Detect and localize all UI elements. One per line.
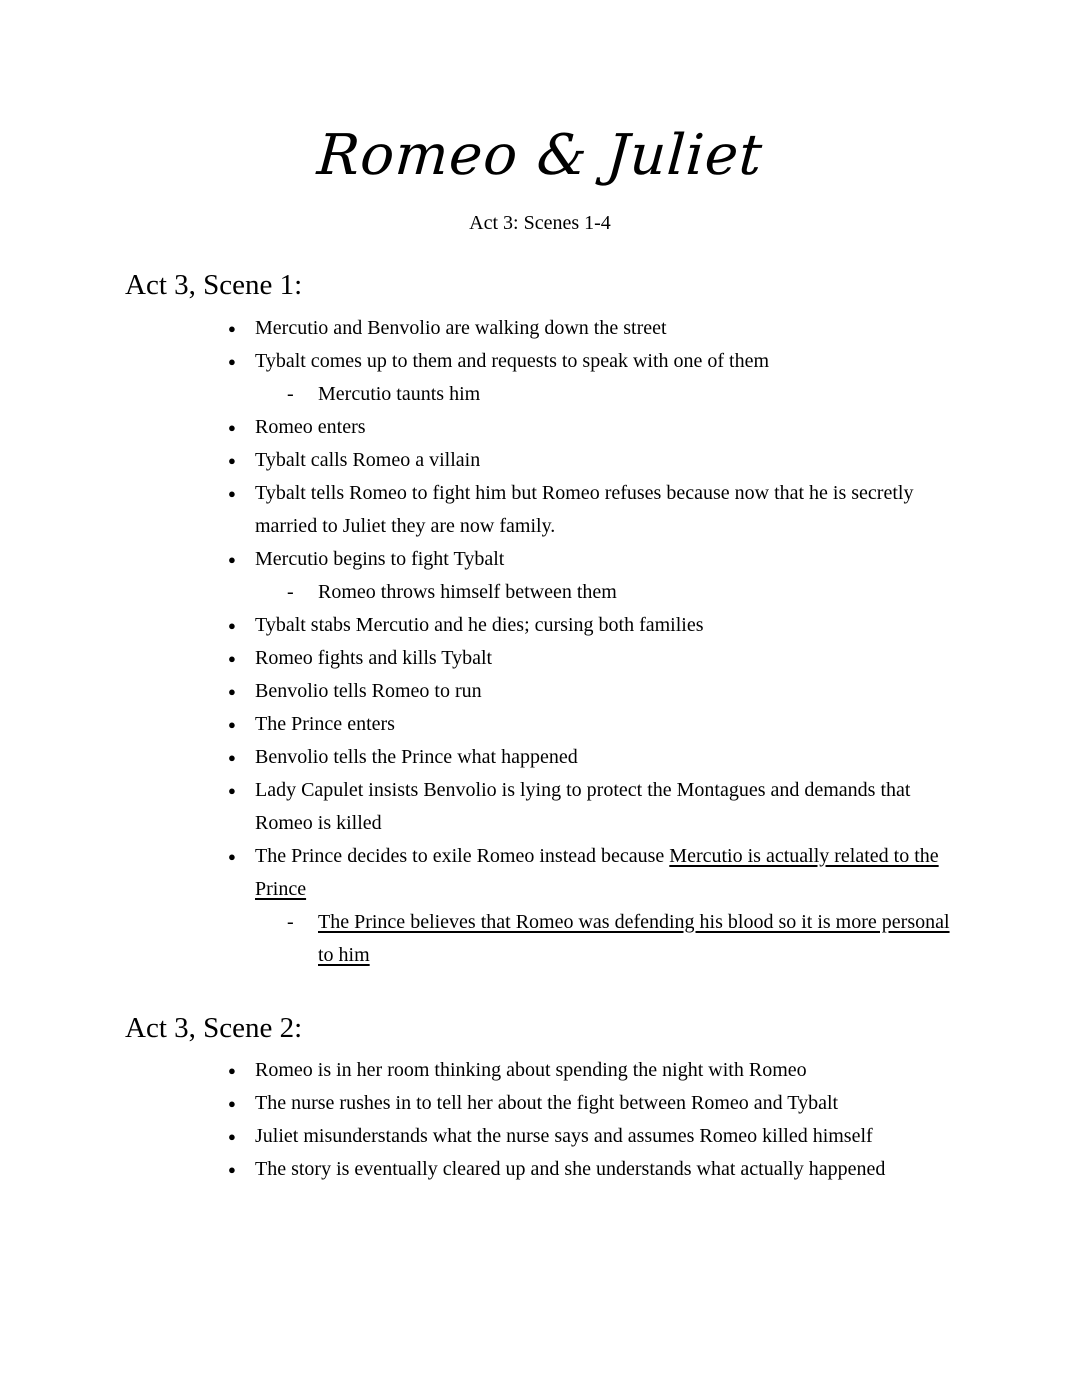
plain-text: Romeo enters [255, 415, 366, 438]
list-item [228, 543, 955, 576]
section-heading: Act 3, Scene 2: [125, 1011, 303, 1044]
plain-text: Romeo is in her room thinking about spending the night with Romeo [255, 1058, 807, 1081]
plain-text: Benvolio tells the Prince what happened [255, 745, 578, 768]
item-text [255, 482, 913, 537]
dash-marker: - [287, 580, 294, 603]
item-text [255, 647, 492, 669]
bullet-marker: ● [228, 749, 236, 765]
document-title: Romeo & Juliet [315, 123, 765, 188]
item-text [255, 746, 578, 768]
list-item [228, 840, 955, 906]
bullet-marker: ● [228, 716, 236, 732]
list-item [228, 741, 955, 774]
item-text [255, 1092, 838, 1114]
list-item [228, 1153, 955, 1186]
list-item [228, 675, 955, 708]
list-item [228, 444, 955, 477]
bullet-marker: ● [228, 683, 236, 699]
plain-text: The Prince decides to exile Romeo instead because [255, 844, 670, 867]
bullet-marker: ● [228, 782, 236, 798]
list-item [228, 345, 955, 378]
list-item [228, 1120, 955, 1153]
bullet-marker: ● [228, 1128, 236, 1144]
bullet-marker: ● [228, 617, 236, 633]
plain-text: Benvolio tells Romeo to run [255, 679, 482, 702]
bullet-list [125, 1054, 955, 1186]
list-item [228, 708, 955, 741]
item-text [255, 317, 667, 339]
bullet-marker: ● [228, 1062, 236, 1078]
plain-text: Lady Capulet insists Benvolio is lying to protect the Montagues and demands that Romeo is killed [255, 778, 911, 834]
list-item [228, 477, 955, 543]
bullet-marker: ● [228, 650, 236, 666]
list-item [228, 774, 955, 840]
list-item [228, 642, 955, 675]
plain-text: Romeo fights and kills Tybalt [255, 646, 493, 669]
bullet-marker: ● [228, 1161, 236, 1177]
plain-text: Tybalt calls Romeo a villain [255, 448, 481, 471]
notes-section [125, 1012, 955, 1186]
item-text [255, 713, 395, 735]
plain-text: The nurse rushes in to tell her about the fight between Romeo and Tybalt [255, 1091, 839, 1114]
item-text [255, 350, 769, 372]
list-item [228, 609, 955, 642]
item-text [318, 911, 950, 966]
bullet-marker: ● [228, 452, 236, 468]
list-item [287, 906, 955, 972]
bullet-marker: ● [228, 485, 236, 501]
section-heading: Act 3, Scene 1: [125, 269, 303, 302]
plain-text: Mercutio begins to fight Tybalt [255, 547, 505, 570]
item-text [255, 680, 482, 702]
plain-text: Juliet misunderstands what the nurse says and assumes Romeo killed himself [255, 1124, 873, 1147]
plain-text: Tybalt tells Romeo to fight him but Romeo refuses because now that he is secretly married to Juliet they are now family. [255, 481, 914, 537]
underlined-text: The Prince believes that Romeo was defending his blood so it is more personal to him [318, 910, 950, 966]
bullet-marker: ● [228, 848, 236, 864]
list-item [287, 576, 955, 609]
plain-text: Mercutio taunts him [318, 382, 481, 405]
list-item [228, 411, 955, 444]
notes-section [125, 269, 955, 971]
dash-marker: - [287, 910, 294, 933]
item-text [255, 1125, 873, 1147]
plain-text: Tybalt stabs Mercutio and he dies; cursing both families [255, 613, 704, 636]
item-text [318, 581, 617, 603]
item-text [255, 845, 939, 900]
item-text [255, 1059, 807, 1081]
bullet-list [125, 312, 955, 972]
bullet-marker: ● [228, 419, 236, 435]
underlined-text: Mercutio is actually related to the Prince [255, 844, 939, 900]
document-subtitle: Act 3: Scenes 1-4 [469, 212, 611, 235]
sections [125, 269, 955, 1186]
bullet-marker: ● [228, 353, 236, 369]
dash-marker: - [287, 382, 294, 405]
item-text [255, 449, 480, 471]
list-item [228, 1054, 955, 1087]
list-item [228, 1087, 955, 1120]
item-text [255, 1158, 885, 1180]
plain-text: Mercutio and Benvolio are walking down the street [255, 316, 667, 339]
item-text [318, 383, 480, 405]
plain-text: Romeo throws himself between them [318, 580, 617, 603]
plain-text: Tybalt comes up to them and requests to speak with one of them [255, 349, 770, 372]
plain-text: The story is eventually cleared up and she understands what actually happened [255, 1157, 886, 1180]
item-text [255, 548, 504, 570]
bullet-marker: ● [228, 551, 236, 567]
bullet-marker: ● [228, 320, 236, 336]
item-text [255, 614, 704, 636]
plain-text: The Prince enters [255, 712, 395, 735]
list-item [287, 378, 955, 411]
item-text [255, 779, 910, 834]
list-item [228, 312, 955, 345]
item-text [255, 416, 366, 438]
bullet-marker: ● [228, 1095, 236, 1111]
